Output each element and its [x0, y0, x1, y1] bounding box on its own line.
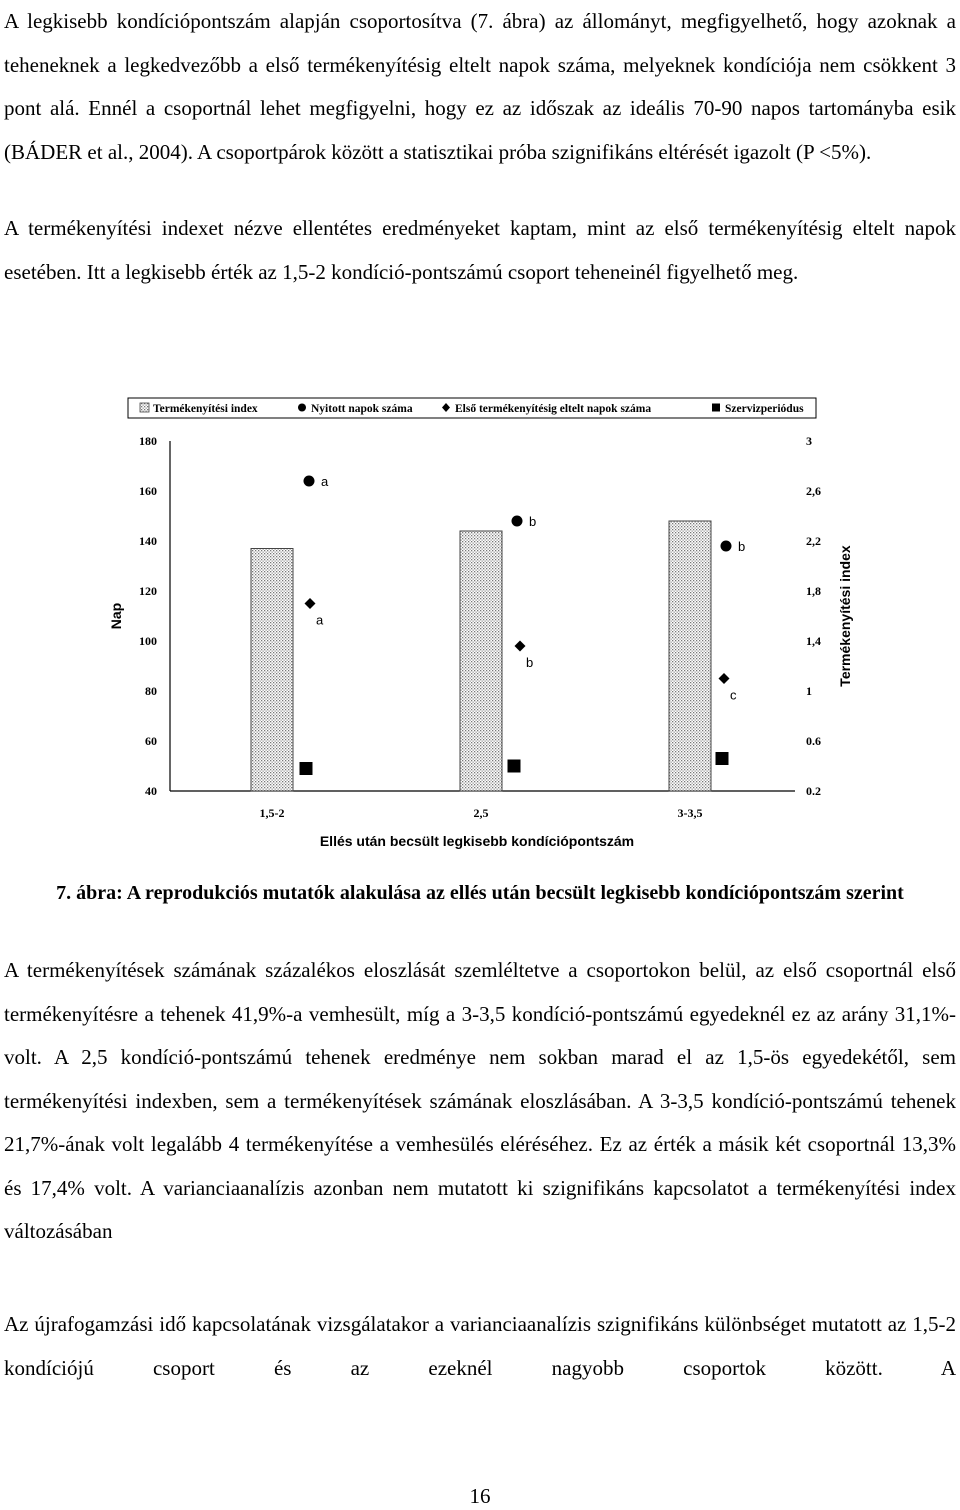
x-tick-label: 2,5 — [473, 806, 489, 820]
y-tick-left-label: 180 — [139, 434, 157, 448]
service-period-point — [508, 760, 521, 773]
open-days-point — [721, 541, 732, 552]
open-days-point — [512, 516, 523, 527]
x-tick-label: 3-3,5 — [677, 806, 703, 820]
first-insemination-point-label: c — [730, 687, 737, 703]
paragraph-conception: Az újrafogamzási idő kapcsolatának vizsgálatakor a varianciaanalízis szignifikáns különbséget mutatott az 1,5-2 kondíciójú csoport és az ezeknél nagyobb csoportok között. A — [4, 1312, 956, 1380]
first-insemination-point — [719, 673, 730, 684]
legend-item-label: Szervizperiódus — [725, 403, 804, 415]
paragraph-distribution: A termékenyítések számának százalékos eloszlását szemléltetve a csoportokon belül, az első csoportnál első termékenyítésre a tehenek 41,9%-a vemhesült, míg a 3-3,5 kondíció-pontszámú egyedeknél ez az arány 31,1%-volt. A 2,5 kondíció-pontszámú tehenek eredménye nem sokban marad el az 1,5-ös egyedekétől, sem termékenyítési indexben, sem a termékenyítések számának eloszlásában. A 3-3,5 kondíció-pontszámú tehenek 21,7%-ának volt legalább 4 termékenyítése a vemhesülés eléréséhez. Ez az érték a másik két csoportnál 13,3% és 17,4% volt. A varianciaanalízis azonban nem mutatott ki szignifikáns kapcsolatot a termékenyítési index változásában — [4, 958, 956, 1243]
y-tick-right-label: 0.2 — [806, 784, 821, 798]
x-tick-label: 1,5-2 — [259, 806, 285, 820]
y-tick-left-label: 140 — [139, 534, 157, 548]
first-insemination-point-label: a — [316, 612, 324, 628]
y-tick-right-label: 2,6 — [806, 484, 821, 498]
y-tick-left-label: 80 — [145, 684, 157, 698]
first-insemination-point — [305, 598, 316, 609]
y-tick-left-label: 40 — [145, 784, 157, 798]
page-number: 16 — [469, 1484, 491, 1508]
index-bar — [669, 521, 711, 791]
y-axis-left-title: Nap — [108, 602, 124, 630]
y-tick-right-label: 0.6 — [806, 734, 821, 748]
first-insemination-point-label: b — [526, 655, 534, 670]
x-axis-title: Ellés után becsült legkisebb kondíciópontszám — [319, 833, 635, 849]
chart-legend — [128, 398, 816, 418]
y-tick-left-label: 120 — [139, 584, 157, 598]
legend-circle-swatch — [298, 404, 306, 412]
legend-item-label: Termékenyítési index — [153, 403, 258, 415]
figure-caption: 7. ábra: A reprodukciós mutatók alakulása az ellés után becsült legkisebb kondíciópontszám szerint — [56, 882, 904, 904]
y-tick-right-label: 3 — [806, 434, 812, 448]
index-bar — [251, 549, 293, 792]
y-axis-right-title: Termékenyítési index — [837, 545, 853, 687]
reproduction-chart — [0, 388, 960, 858]
chart-marks — [251, 474, 745, 791]
service-period-point — [716, 752, 729, 765]
y-tick-right-label: 1,8 — [806, 584, 821, 598]
open-days-point-label: b — [529, 514, 537, 529]
paragraph-intro: A legkisebb kondíciópontszám alapján csoportosítva (7. ábra) az állományt, megfigyelhető, hogy azoknak a teheneknek a legkedvezőbb a első termékenyítésig eltelt napok száma, melyeknek kondíciója nem csökkent 3 pont alá. Ennél a csoportnál lehet megfigyelni, hogy ez az időszak az ideális 70-90 napos tartományba esik (BÁDER et al., 2004). A csoportpárok között a statisztikai próba szignifikáns eltérését igazolt (P <5%). — [4, 9, 956, 164]
y-tick-right-label: 1,4 — [806, 634, 821, 648]
index-bar — [460, 531, 502, 791]
legend-item-label: Nyitott napok száma — [311, 403, 413, 415]
legend-square-swatch — [712, 404, 720, 412]
open-days-point-label: b — [738, 539, 746, 554]
y-tick-left-label: 160 — [139, 484, 157, 498]
paragraph-index: A termékenyítési indexet nézve ellentétes eredményeket kaptam, mint az első termékenyítésig eltelt napok esetében. Itt a legkisebb érték az 1,5-2 kondíció-pontszámú csoport teheneinél figyelhető meg. — [4, 216, 956, 284]
y-tick-right-label: 1 — [806, 684, 812, 698]
y-tick-right-label: 2,2 — [806, 534, 821, 548]
open-days-point-label: a — [321, 474, 329, 489]
first-insemination-point — [515, 641, 526, 652]
legend-item-label: Első termékenyítésig eltelt napok száma — [455, 403, 652, 415]
open-days-point — [304, 476, 315, 487]
y-tick-left-label: 60 — [145, 734, 157, 748]
y-tick-left-label: 100 — [139, 634, 157, 648]
legend-bar-swatch — [140, 403, 149, 412]
service-period-point — [300, 762, 313, 775]
